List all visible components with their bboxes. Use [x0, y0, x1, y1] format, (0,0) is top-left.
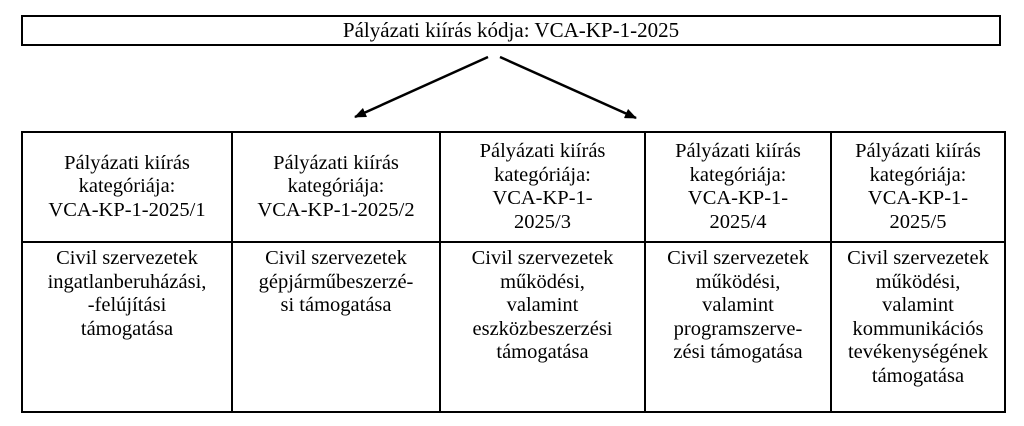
category-heading-line: Pályázati kiírás: [273, 151, 399, 174]
category-description-line: kommunikációs: [852, 317, 984, 340]
category-description-line: Civil szervezetek: [471, 247, 614, 269]
category-description-line: valamint: [506, 294, 579, 316]
category-heading-line: VCA-KP-1-: [867, 187, 969, 209]
category-heading-line: kategóriája:: [287, 175, 385, 198]
category-heading-row: [22, 132, 1005, 242]
category-description-line: si támogatása: [280, 294, 392, 316]
category-description-line: valamint: [882, 294, 954, 316]
call-code-title: Pályázati kiírás kódja: VCA-KP-1-2025: [342, 18, 680, 42]
category-description-row: [22, 242, 1005, 412]
category-heading-line: Pályázati kiírás: [64, 151, 190, 174]
category-description-line: gépjárműbeszerzé-: [258, 270, 414, 293]
category-heading-cell: [232, 132, 440, 242]
category-description-line: támogatása: [80, 317, 174, 340]
category-heading-line: VCA-KP-1-2025/1: [48, 198, 206, 221]
category-description-line: zési támogatása: [673, 341, 803, 363]
category-table: [21, 131, 1006, 413]
category-heading-line: kategóriája:: [494, 163, 591, 186]
category-heading-line: 2025/3: [514, 210, 571, 233]
category-description-line: tevékenységének: [847, 341, 989, 363]
category-description-line: támogatása: [871, 364, 965, 387]
category-heading-line: kategóriája:: [869, 163, 967, 186]
category-heading-cell: [831, 132, 1005, 242]
category-description-line: működési,: [500, 270, 585, 293]
category-description-cell: [22, 242, 232, 412]
category-description-line: Civil szervezetek: [847, 247, 989, 269]
category-description-line: -felújítási: [87, 294, 167, 316]
category-heading-cell: [440, 132, 645, 242]
category-description-cell: [440, 242, 645, 412]
category-heading-line: Pályázati kiírás: [855, 140, 981, 162]
category-description-line: ingatlanberuházási,: [47, 270, 207, 293]
category-description-line: támogatása: [496, 341, 589, 363]
category-description-line: működési,: [875, 270, 961, 293]
category-description-cell: [645, 242, 831, 412]
category-heading-line: 2025/4: [709, 210, 767, 233]
category-description-cell: [232, 242, 440, 412]
category-description-line: Civil szervezetek: [265, 247, 407, 269]
category-heading-line: kategóriája:: [689, 163, 787, 186]
category-heading-line: Pályázati kiírás: [479, 140, 606, 162]
arrow-right: [500, 57, 636, 118]
category-heading-line: VCA-KP-1-: [492, 187, 593, 209]
category-heading-line: kategóriája:: [78, 175, 176, 198]
category-description-line: programszerve-: [673, 317, 803, 340]
category-heading-line: Pályázati kiírás: [675, 140, 801, 162]
category-heading-line: 2025/5: [889, 210, 947, 233]
category-heading-cell: [22, 132, 232, 242]
category-description-line: működési,: [695, 270, 781, 293]
call-code-box: [21, 15, 1001, 46]
category-heading-line: VCA-KP-1-2025/2: [257, 198, 415, 221]
category-description-line: Civil szervezetek: [56, 247, 198, 269]
category-heading-line: VCA-KP-1-: [687, 187, 789, 209]
category-heading-cell: [645, 132, 831, 242]
category-description-cell: [831, 242, 1005, 412]
arrow-left: [355, 57, 488, 117]
category-description-line: valamint: [702, 294, 774, 316]
category-description-line: eszközbeszerzési: [472, 317, 613, 340]
category-description-line: Civil szervezetek: [667, 247, 809, 269]
